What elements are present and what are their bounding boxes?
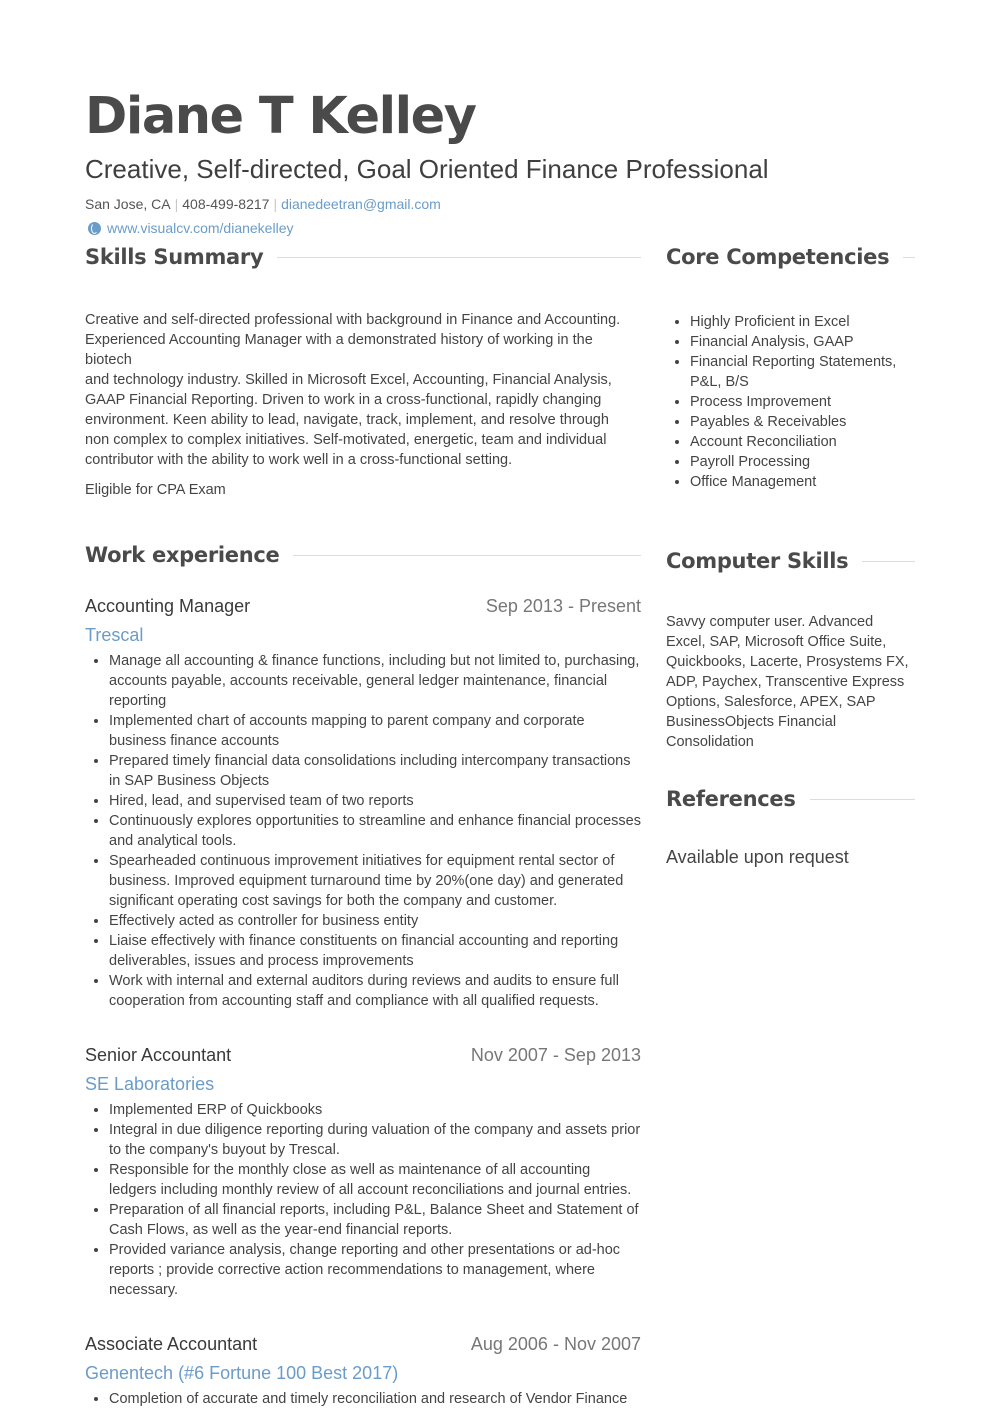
email-link[interactable]: dianedeetran@gmail.com [281, 196, 441, 212]
section-divider [903, 257, 915, 258]
summary-line: biotech [85, 352, 132, 368]
section-header-references [666, 782, 915, 816]
job-title: Senior Accountant [85, 1045, 232, 1065]
summary-line: non complex to complex initiatives. Self-motivated, energetic, team and individual [85, 432, 607, 448]
list-item: • Responsible for the monthly close as well as maintenance of all accounting ledgers including monthly review of all account reconciliations and journal entries. [109, 1160, 641, 1200]
website-link[interactable]: www.visualcv.com/dianekelley [107, 220, 294, 236]
section-header-skills-summary [85, 240, 641, 274]
job-title: Associate Accountant [85, 1334, 258, 1354]
section-divider [862, 561, 915, 562]
section-title: Work experience [85, 543, 280, 567]
section-title: Skills Summary [85, 245, 264, 269]
list-item: • Hired, lead, and supervised team of two reports [109, 791, 641, 811]
job-dates: Nov 2007 - Sep 2013 [470, 1045, 641, 1065]
phone: 408-499-8217 [182, 196, 270, 212]
section-divider [810, 799, 915, 800]
summary-line: Experienced Accounting Manager with a demonstrated history of working in the [85, 332, 593, 348]
list-item: • Financial Analysis, GAAP [690, 332, 915, 352]
computer-skills-text: Savvy computer user. Advanced Excel, SAP, Microsoft Office Suite, Quickbooks, Lacerte, Prosystems FX, ADP, Paychex, Transcentive Express Options, Salesforce, APEX, SAP BusinessObjects Financial Consolidation [666, 614, 909, 750]
list-item: • Preparation of all financial reports, including P&L, Balance Sheet and Statement of Cash Flows, as well as the year-end financial reports. [109, 1200, 641, 1240]
job-bullets [85, 1389, 641, 1409]
summary-line: contributor with the ability to work well in a cross-functional setting. [85, 452, 513, 468]
person-name: Diane T Kelley [85, 87, 476, 146]
references-text: Available upon request [666, 847, 849, 867]
section-divider [293, 555, 641, 556]
main-column [85, 240, 641, 1409]
list-item: • Continuously explores opportunities to streamline and enhance financial processes and analytical tools. [109, 811, 641, 851]
summary-line: Creative and self-directed professional with background in Finance and Accounting. [85, 312, 621, 328]
job-entry [85, 1045, 641, 1300]
company-name: Trescal [85, 625, 144, 645]
section-header-core-competencies [666, 240, 915, 274]
job-entry [85, 1334, 641, 1409]
list-item: • Liaise effectively with finance constituents on financial accounting and reporting deliverables, issues and process improvements [109, 931, 641, 971]
list-item: • Process Improvement [690, 392, 915, 412]
job-dates: Sep 2013 - Present [485, 596, 641, 616]
company-name: Genentech (#6 Fortune 100 Best 2017) [85, 1363, 399, 1383]
list-item: • Manage all accounting & finance functions, including but not limited to, purchasing, accounts payable, accounts receivable, general ledger maintenance, financial reporting [109, 651, 641, 711]
separator: | [273, 196, 278, 212]
job-entry [85, 596, 641, 1011]
job-header [85, 596, 641, 617]
headline: Creative, Self-directed, Goal Oriented Finance Professional [85, 154, 769, 184]
section-title: Computer Skills [666, 549, 849, 573]
list-item: • Payables & Receivables [690, 412, 915, 432]
list-item: • Office Management [690, 472, 915, 492]
job-title: Accounting Manager [85, 596, 251, 616]
list-item: • Spearheaded continuous improvement initiatives for equipment rental sector of business. Improved equipment turnaround time by 20%(one day) and generated significant operating cost savings for both the company and customer. [109, 851, 641, 911]
list-item: • Highly Proficient in Excel [690, 312, 915, 332]
job-dates: Aug 2006 - Nov 2007 [470, 1334, 641, 1354]
contact-line [85, 195, 441, 213]
list-item: • Effectively acted as controller for business entity [109, 911, 641, 931]
summary-note: Eligible for CPA Exam [85, 482, 226, 498]
section-title: Core Competencies [666, 245, 890, 269]
company-name: SE Laboratories [85, 1074, 215, 1094]
job-bullets [85, 651, 641, 1011]
section-header-work-experience [85, 538, 641, 572]
section-divider [277, 257, 641, 258]
job-header [85, 1334, 641, 1355]
list-item: • Payroll Processing [690, 452, 915, 472]
section-header-computer-skills [666, 544, 915, 578]
competencies-list [666, 312, 915, 492]
list-item: • Integral in due diligence reporting during valuation of the company and assets prior to the company's buyout by Trescal. [109, 1120, 641, 1160]
job-header [85, 1045, 641, 1066]
location: San Jose, CA [85, 196, 171, 212]
globe-icon [88, 222, 101, 235]
separator: | [174, 196, 179, 212]
job-bullets [85, 1100, 641, 1300]
summary-line: and technology industry. Skilled in Microsoft Excel, Accounting, Financial Analysis, [85, 372, 612, 388]
list-item: • Prepared timely financial data consolidations including intercompany transactions in SAP Business Objects [109, 751, 641, 791]
list-item: • Implemented chart of accounts mapping to parent company and corporate business finance accounts [109, 711, 641, 751]
list-item: • Completion of accurate and timely reconciliation and research of Vendor Finance [109, 1389, 641, 1409]
list-item: • Work with internal and external auditors during reviews and audits to ensure full cooperation from accounting staff and compliance with all qualified requests. [109, 971, 641, 1011]
summary-paragraph [85, 310, 641, 470]
list-item: • Implemented ERP of Quickbooks [109, 1100, 641, 1120]
list-item: • Provided variance analysis, change reporting and other presentations or ad-hoc reports ; provide corrective action recommendations to management, where necessary. [109, 1240, 641, 1300]
list-item: • Financial Reporting Statements, P&L, B/S [690, 352, 915, 392]
sidebar-column [666, 240, 915, 868]
section-title: References [666, 787, 796, 811]
summary-line: GAAP Financial Reporting. Driven to work in a cross-functional, rapidly changing [85, 392, 602, 408]
summary-line: environment. Keen ability to lead, navigate, track, implement, and resolve through [85, 412, 609, 428]
list-item: • Account Reconciliation [690, 432, 915, 452]
website-row [85, 219, 293, 237]
